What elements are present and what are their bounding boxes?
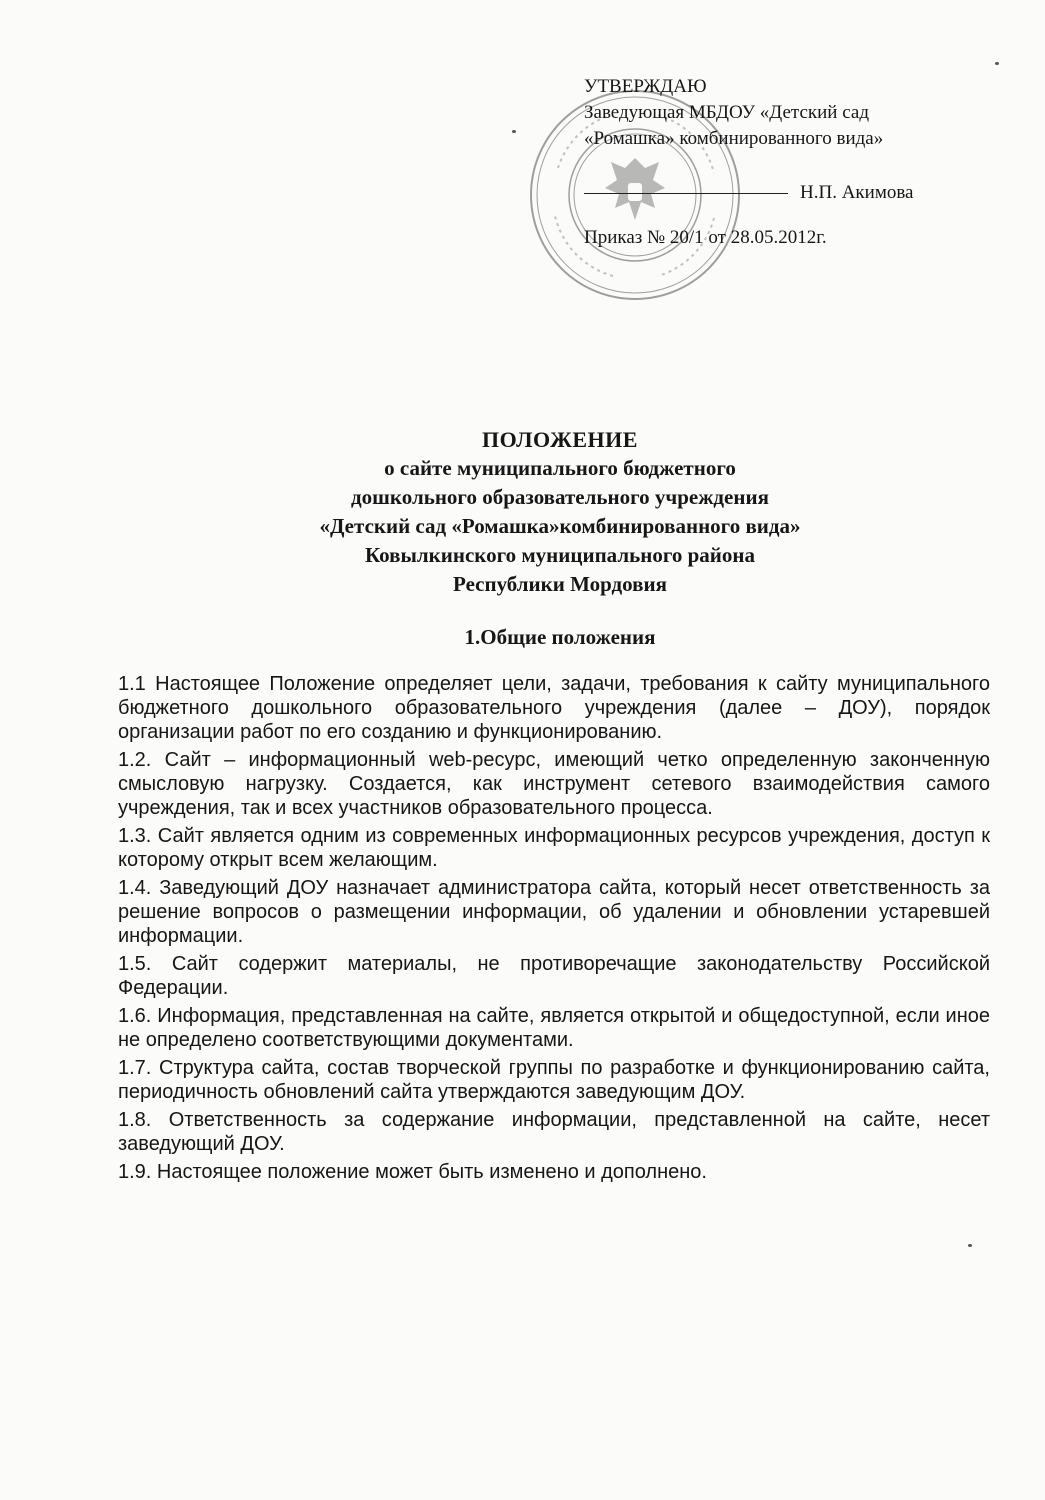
document-title — [150, 425, 970, 652]
paragraph-1-9: 1.9. Настоящее положение может быть изменено и дополнено. — [118, 1161, 707, 1183]
title-line-3: «Детский сад «Ромашка»комбинированного вида» — [319, 514, 801, 538]
approval-order: Приказ № 20/1 от 28.05.2012г. — [584, 227, 827, 248]
signer-name: Н.П. Акимова — [800, 182, 914, 203]
approval-position: Заведующая МБДОУ «Детский сад — [584, 102, 869, 123]
approval-organization: «Ромашка» комбинированного вида» — [584, 128, 884, 149]
scan-speck — [512, 130, 516, 133]
paragraph-1-5: 1.5. Сайт содержит материалы, не противоречащие законодательству Российской Федерации. — [118, 953, 990, 999]
scan-speck — [995, 62, 999, 65]
signature-row — [584, 180, 914, 206]
paragraph-1-6: 1.6. Информация, представленная на сайте, является открытой и общедоступной, если иное не определено соответствующими документами. — [118, 1005, 990, 1051]
paragraph-1-1: 1.1 Настоящее Положение определяет цели, задачи, требования к сайту муниципального бюджетного дошкольного образовательного учреждения (далее – ДОУ), порядок организации работ по его созданию и функционированию. — [118, 673, 990, 743]
title-line-5: Республики Мордовия — [453, 572, 667, 596]
paragraph-1-7: 1.7. Структура сайта, состав творческой группы по разработке и функционированию сайта, периодичность обновлений сайта утверждаются заведующим ДОУ. — [118, 1057, 990, 1103]
paragraph-1-2: 1.2. Сайт – информационный web-ресурс, имеющий четко определенную законченную смысловую нагрузку. Создается, как инструмент сетевого взаимодействия самого учреждения, так и всех участников образовательного процесса. — [118, 749, 990, 819]
section-heading: 1.Общие положения — [464, 625, 656, 649]
paragraph-1-8: 1.8. Ответственность за содержание информации, представленной на сайте, несет заведующий ДОУ. — [118, 1109, 990, 1155]
title-line-2: дошкольного образовательного учреждения — [351, 485, 769, 509]
title-line-1: о сайте муниципального бюджетного — [384, 456, 736, 480]
section-body — [118, 672, 990, 1188]
approval-block — [584, 74, 914, 251]
title-line-4: Ковылкинского муниципального района — [365, 543, 755, 567]
signature-line — [584, 193, 788, 194]
paragraph-1-4: 1.4. Заведующий ДОУ назначает администратора сайта, который несет ответственность за решение вопросов о размещении информации, об удалении и обновлении устаревшей информации. — [118, 877, 990, 947]
paragraph-1-3: 1.3. Сайт является одним из современных информационных ресурсов учреждения, доступ к которому открыт всем желающим. — [118, 825, 990, 871]
approval-header: УТВЕРЖДАЮ — [584, 76, 707, 97]
title-main: ПОЛОЖЕНИЕ — [482, 427, 638, 452]
scan-speck — [968, 1244, 972, 1247]
